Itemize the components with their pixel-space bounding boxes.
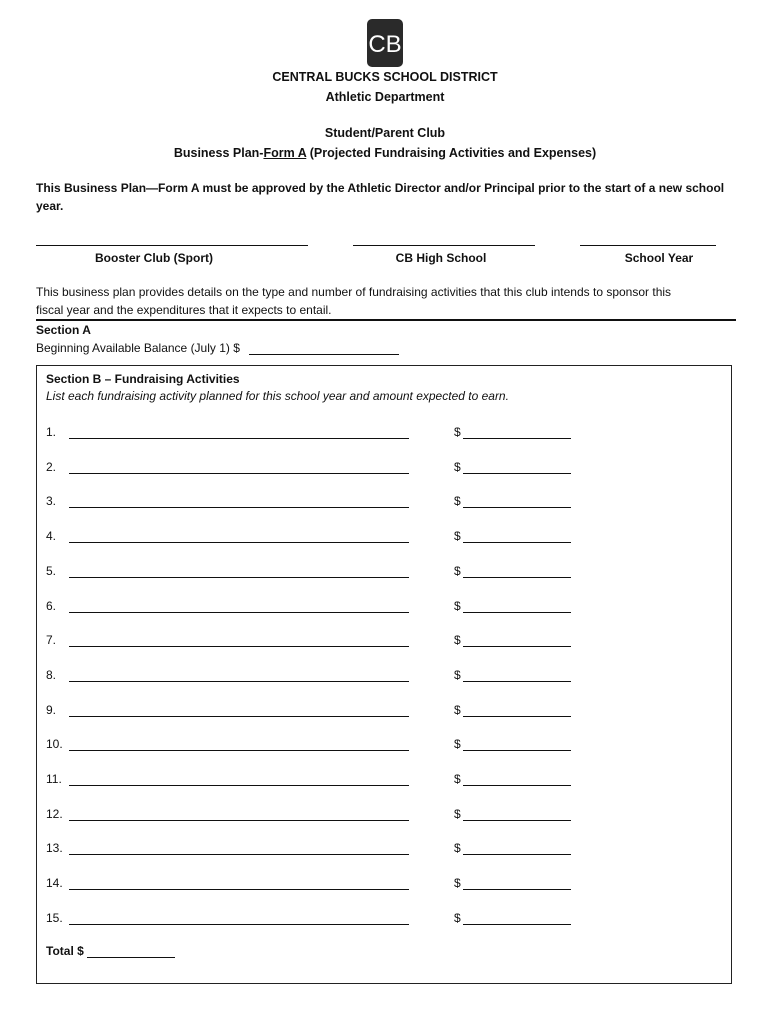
activity-amount-field[interactable] <box>463 924 571 925</box>
form-title-prefix: Business Plan- <box>173 146 264 160</box>
activity-row <box>46 807 606 825</box>
activity-name-field[interactable] <box>69 820 409 821</box>
activity-row <box>46 564 606 582</box>
activity-amount-field[interactable] <box>463 473 571 474</box>
activity-row <box>46 425 606 443</box>
high-school-label: CB High School <box>395 251 487 265</box>
high-school-line[interactable] <box>353 245 535 246</box>
currency-symbol: $ <box>454 460 461 474</box>
activity-amount-field[interactable] <box>463 820 571 821</box>
activity-row <box>46 599 606 617</box>
activity-number: 1. <box>46 425 57 439</box>
activity-number: 7. <box>46 633 57 647</box>
form-title <box>0 146 770 160</box>
section-b-title: Section B – Fundraising Activities <box>46 372 240 386</box>
currency-symbol: $ <box>454 772 461 786</box>
activity-name-field[interactable] <box>69 438 409 439</box>
currency-symbol: $ <box>454 841 461 855</box>
school-year-line[interactable] <box>580 245 716 246</box>
activity-row <box>46 772 606 790</box>
school-year-label: School Year <box>624 251 694 265</box>
currency-symbol: $ <box>454 633 461 647</box>
activity-number: 15. <box>46 911 63 925</box>
activity-amount-field[interactable] <box>463 716 571 717</box>
section-b-instructions: List each fundraising activity planned for this school year and amount expected to earn. <box>46 389 509 403</box>
activity-number: 11. <box>46 772 62 786</box>
booster-club-label: Booster Club (Sport) <box>95 251 213 265</box>
section-a-title: Section A <box>36 323 91 337</box>
activity-name-field[interactable] <box>69 681 409 682</box>
activity-number: 3. <box>46 494 57 508</box>
activity-amount-field[interactable] <box>463 681 571 682</box>
activity-row <box>46 703 606 721</box>
activity-amount-field[interactable] <box>463 889 571 890</box>
activity-name-field[interactable] <box>69 889 409 890</box>
section-divider <box>36 319 736 321</box>
activity-number: 5. <box>46 564 57 578</box>
activity-number: 8. <box>46 668 57 682</box>
activity-amount-field[interactable] <box>463 507 571 508</box>
currency-symbol: $ <box>454 876 461 890</box>
currency-symbol: $ <box>454 668 461 682</box>
currency-symbol: $ <box>454 564 461 578</box>
currency-symbol: $ <box>454 529 461 543</box>
activity-amount-field[interactable] <box>463 542 571 543</box>
activity-amount-field[interactable] <box>463 612 571 613</box>
description-line1: This business plan provides details on the type and number of fundraising activities that this club intends to sponsor this <box>36 285 672 299</box>
activity-amount-field[interactable] <box>463 646 571 647</box>
currency-symbol: $ <box>454 807 461 821</box>
activity-number: 14. <box>46 876 63 890</box>
cb-logo <box>367 19 403 67</box>
activity-number: 4. <box>46 529 57 543</box>
activity-name-field[interactable] <box>69 507 409 508</box>
activity-number: 12. <box>46 807 63 821</box>
activity-number: 2. <box>46 460 57 474</box>
activity-row <box>46 876 606 894</box>
activity-row <box>46 460 606 478</box>
approval-notice-line2: year. <box>36 199 64 213</box>
currency-symbol: $ <box>454 494 461 508</box>
activity-amount-field[interactable] <box>463 750 571 751</box>
currency-symbol: $ <box>454 911 461 925</box>
activity-row <box>46 841 606 859</box>
currency-symbol: $ <box>454 425 461 439</box>
total-label: Total $ <box>46 944 84 958</box>
total-field[interactable] <box>87 957 175 958</box>
beginning-balance-label: Beginning Available Balance (July 1) $ <box>36 341 240 355</box>
district-name: CENTRAL BUCKS SCHOOL DISTRICT <box>272 70 498 84</box>
activity-name-field[interactable] <box>69 612 409 613</box>
beginning-balance-field[interactable] <box>249 354 399 355</box>
activity-name-field[interactable] <box>69 924 409 925</box>
activity-row <box>46 911 606 929</box>
activity-amount-field[interactable] <box>463 438 571 439</box>
cb-logo-mark <box>370 28 400 58</box>
activity-name-field[interactable] <box>69 785 409 786</box>
approval-notice-line1: This Business Plan—Form A must be approved by the Athletic Director and/or Principal prior to the start of a new school <box>36 181 725 195</box>
activity-number: 6. <box>46 599 57 613</box>
activity-name-field[interactable] <box>69 646 409 647</box>
activity-row <box>46 494 606 512</box>
activity-amount-field[interactable] <box>463 785 571 786</box>
activity-name-field[interactable] <box>69 750 409 751</box>
activity-row <box>46 633 606 651</box>
description-line2: fiscal year and the expenditures that it expects to entail. <box>36 303 332 317</box>
activity-amount-field[interactable] <box>463 854 571 855</box>
activity-name-field[interactable] <box>69 542 409 543</box>
booster-club-line[interactable] <box>36 245 308 246</box>
form-title-suffix: (Projected Fundraising Activities and Expenses) <box>306 146 597 160</box>
activity-name-field[interactable] <box>69 716 409 717</box>
activity-row <box>46 737 606 755</box>
activity-row <box>46 529 606 547</box>
activity-name-field[interactable] <box>69 473 409 474</box>
form-title-form: Form A <box>263 146 307 160</box>
activity-name-field[interactable] <box>69 577 409 578</box>
currency-symbol: $ <box>454 703 461 717</box>
activity-number: 13. <box>46 841 63 855</box>
department-name: Athletic Department <box>325 90 445 104</box>
cb-logo-text: CB <box>368 31 402 58</box>
club-title: Student/Parent Club <box>324 126 446 140</box>
activity-name-field[interactable] <box>69 854 409 855</box>
activity-amount-field[interactable] <box>463 577 571 578</box>
activity-number: 9. <box>46 703 57 717</box>
currency-symbol: $ <box>454 737 461 751</box>
activity-number: 10. <box>46 737 63 751</box>
currency-symbol: $ <box>454 599 461 613</box>
activity-row <box>46 668 606 686</box>
